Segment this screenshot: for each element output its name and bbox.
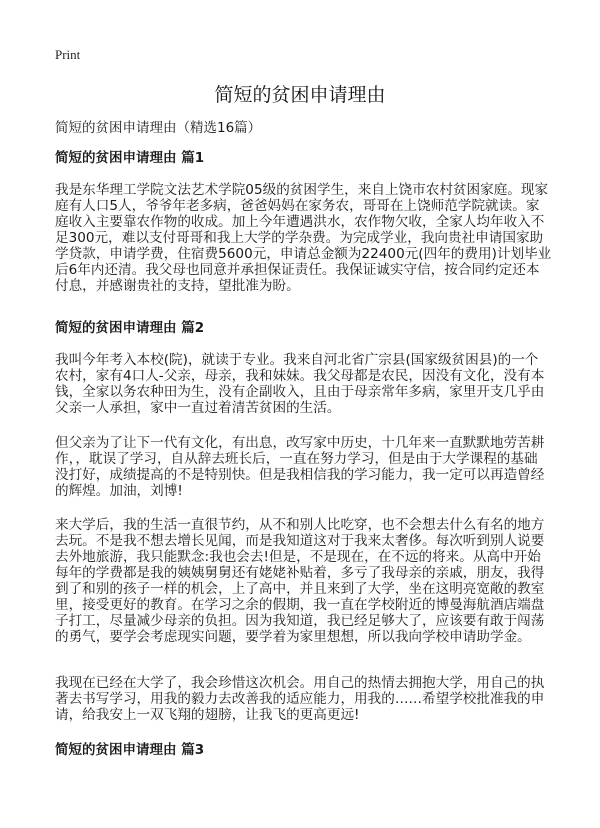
paragraph-line: 农村，家有4口人-父亲，母亲，我和妹妹。我父母都是农民，因没有文化，没有本 xyxy=(55,368,545,384)
section-heading-1: 简短的贫困申请理由 篇1 xyxy=(55,150,205,166)
paragraph-line: 我叫今年考入本校(院)，就读于专业。我来自河北省广宗县(国家级贫困县)的一个 xyxy=(55,352,539,368)
paragraph-line: 子打工，尽量减少母亲的负担。因为我知道，我已经足够大了，应该要有敢于闯荡 xyxy=(55,613,545,629)
paragraph-line: 来大学后，我的生活一直很节约，从不和别人比吃穿，也不会想去什么有名的地方 xyxy=(55,517,545,533)
paragraph-line: 钱，全家以务农种田为生，没有企副收入，且由于母亲常年多病，家里开支几乎由 xyxy=(55,384,545,400)
paragraph-line: 后6年内还清。我父母也同意并承担保证责任。我保证诚实守信，按合同约定还本 xyxy=(55,262,540,278)
paragraph xyxy=(55,435,544,499)
document-subtitle: 简短的贫困申请理由（精选16篇） xyxy=(55,120,262,136)
paragraph xyxy=(55,352,544,416)
paragraph-line: 的勇气，要学会考虑现实问题，要学着为家里想想，所以我向学校申请助学金。 xyxy=(55,629,531,645)
document-title: 简短的贫困申请理由 xyxy=(214,84,386,106)
paragraph-line: 付息，并感谢贵社的支持，望批准为盼。 xyxy=(55,278,300,294)
paragraph-line: 去玩。不是我不想去增长见闻，而是我知道这对于我来太奢侈。每次听到别人说要 xyxy=(55,533,545,549)
paragraph-line: 学贷款，申请学费，住宿费5600元，申请总金额为22400元(四年的费用)计划毕业 xyxy=(55,246,552,262)
paragraph-line: 父亲一人承担，家中一直过着清苦贫困的生活。 xyxy=(55,400,341,416)
section-heading-2: 简短的贫困申请理由 篇2 xyxy=(55,320,205,336)
paragraph-line: 足300元，难以支付哥哥和我上大学的学杂费。为完成学业，我向贵社申请国家助 xyxy=(55,230,544,246)
paragraph-line: 庭有人口5人，爷爷年老多病，爸爸妈妈在家务农，哥哥在上饶师范学院就读。家 xyxy=(55,198,540,214)
paragraph-line: 我现在已经在大学了，我会珍惜这次机会。用自己的热情去拥抱大学，用自己的执 xyxy=(55,675,545,691)
paragraph-line: 去外地旅游，我只能默念:我也会去!但是，不是现在，在不远的将来。从高中开始 xyxy=(55,549,541,565)
paragraph-line: 每年的学费都是我的姨姨舅舅还有姥姥补贴着，多亏了我母亲的亲戚，朋友，我得 xyxy=(55,565,545,581)
paragraph-line: 庭收入主要靠农作物的收成。加上今年遭遇洪水，农作物欠收，全家人均年收入不 xyxy=(55,214,545,230)
paragraph-line: 但父亲为了让下一代有文化，有出息，改写家中历史，十几年来一直默默地劳苦耕 xyxy=(55,435,545,451)
paragraph xyxy=(55,182,551,294)
paragraph xyxy=(55,675,544,723)
paragraph-line: 作，，耽误了学习，自从辞去班长后，一直在努力学习，但是由于大学课程的基础 xyxy=(55,451,538,467)
paragraph-line: 到了和别的孩子一样的机会，上了高中，并且来到了大学，坐在这明亮宽敞的教室 xyxy=(55,581,545,597)
section-heading-3: 简短的贫困申请理由 篇3 xyxy=(55,742,205,758)
paragraph-line: 著去书写学习，用我的毅力去改善我的适应能力，用我的……希望学校批准我的申 xyxy=(55,691,545,707)
paragraph-line: 的辉煌。加油，刘博! xyxy=(55,483,183,499)
paragraph-line: 请，给我安上一双飞翔的翅膀，让我飞的更高更远! xyxy=(55,707,360,723)
paragraph-line: 里，接受更好的教育。在学习之余的假期，我一直在学校附近的博曼海航酒店端盘 xyxy=(55,597,545,613)
paragraph xyxy=(55,517,544,645)
paragraph-line: 没打好，成绩提高的不是特别快。但是我相信我的学习能力，我一定可以再造曾经 xyxy=(55,467,545,483)
paragraph-line: 我是东华理工学院文法艺术学院05级的贫困学生，来自上饶市农村贫困家庭。现家 xyxy=(55,182,549,198)
print-link[interactable]: Print xyxy=(55,47,81,62)
